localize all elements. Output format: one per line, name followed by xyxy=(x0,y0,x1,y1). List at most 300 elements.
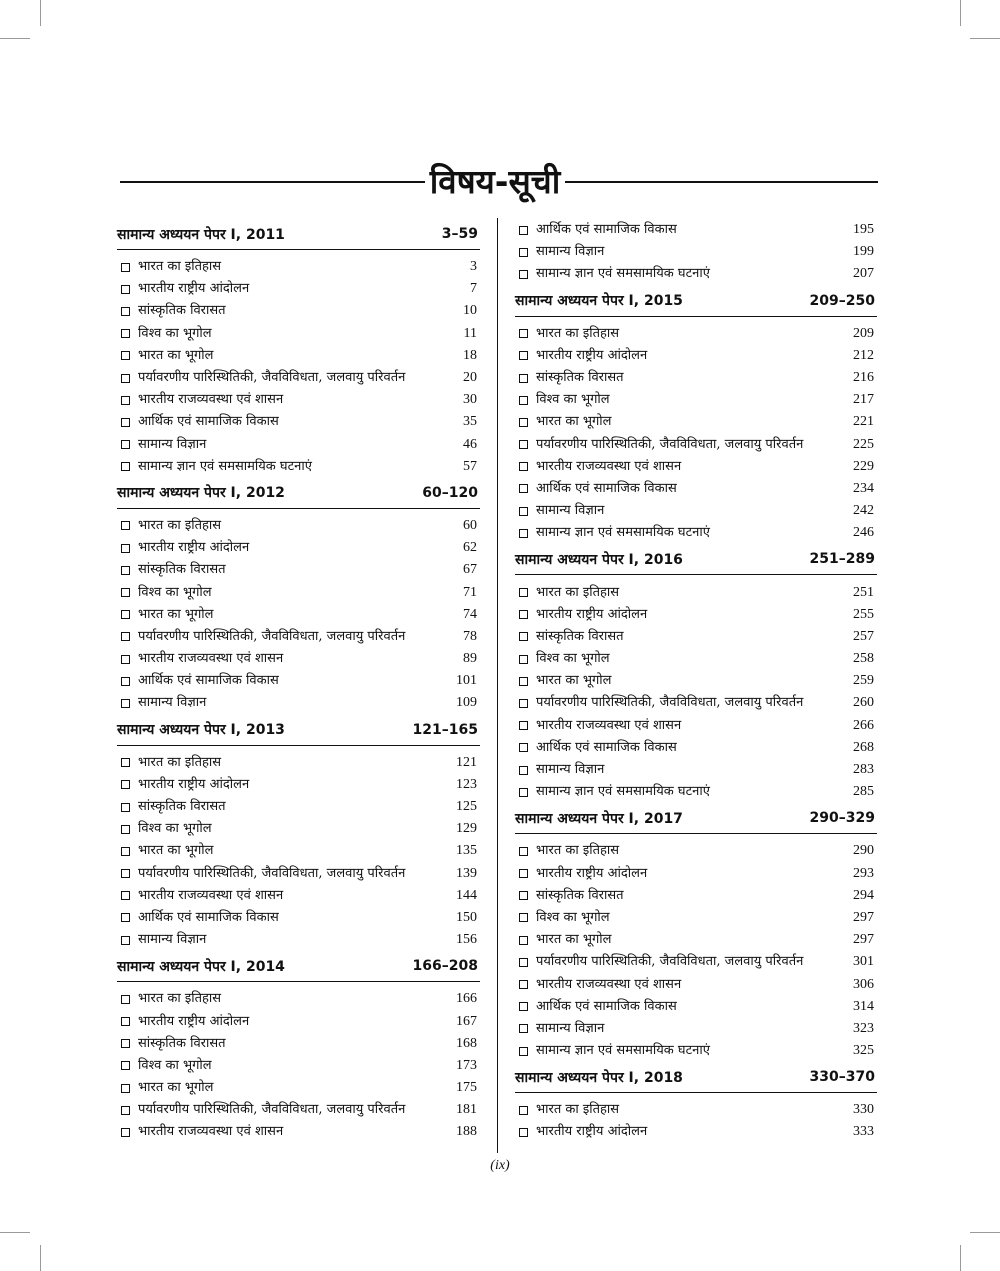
toc-entry-label-wrap xyxy=(515,503,604,519)
toc-entry[interactable] xyxy=(515,648,877,670)
toc-entry-page: 251 xyxy=(853,584,874,600)
column-divider xyxy=(497,218,498,1153)
checkbox-bullet-icon xyxy=(519,270,528,279)
checkbox-bullet-icon xyxy=(121,699,130,708)
checkbox-bullet-icon xyxy=(121,544,130,553)
section-heading xyxy=(515,1062,877,1093)
toc-entry-label: भारतीय राजव्यवस्था एवं शासन xyxy=(138,392,284,408)
page-title: विषय-सूची xyxy=(429,162,561,201)
toc-entry-label: भारतीय राष्ट्रीय आंदोलन xyxy=(138,540,250,556)
toc-entry[interactable] xyxy=(515,434,877,456)
toc-entry-label-wrap xyxy=(117,437,206,453)
toc-entry-label-wrap xyxy=(515,266,710,282)
toc-entry-label-wrap xyxy=(515,999,677,1015)
toc-entry-page: 20 xyxy=(463,370,477,386)
toc-entry-label: सामान्य विज्ञान xyxy=(536,503,605,519)
checkbox-bullet-icon xyxy=(519,632,528,641)
toc-entry[interactable] xyxy=(515,389,877,411)
toc-entry-page: 156 xyxy=(456,932,477,948)
toc-entry-label-wrap xyxy=(117,607,214,623)
toc-entry-label-wrap xyxy=(515,740,677,756)
toc-entry-label-wrap xyxy=(117,1036,226,1052)
toc-entry[interactable] xyxy=(515,737,877,759)
toc-entry-page: 268 xyxy=(853,739,874,755)
toc-entry-label-wrap xyxy=(117,1124,283,1140)
toc-entry-label: विश्व का भूगोल xyxy=(536,392,610,408)
checkbox-bullet-icon xyxy=(121,913,130,922)
toc-entry[interactable] xyxy=(117,278,480,300)
toc-entry-page: 18 xyxy=(463,347,477,363)
toc-entry[interactable] xyxy=(117,885,480,907)
toc-entry-label: भारतीय राजव्यवस्था एवं शासन xyxy=(536,458,682,474)
toc-entry-label-wrap xyxy=(117,414,279,430)
toc-entry[interactable] xyxy=(117,456,480,478)
toc-entry[interactable] xyxy=(515,345,877,367)
section-heading xyxy=(117,478,480,509)
checkbox-bullet-icon xyxy=(121,588,130,597)
toc-entry-label-wrap xyxy=(117,540,249,556)
toc-entry-page: 266 xyxy=(853,717,874,733)
toc-entry-label: भारत का इतिहास xyxy=(138,991,222,1007)
toc-entry-page: 30 xyxy=(463,392,477,408)
checkbox-bullet-icon xyxy=(519,529,528,538)
toc-entry-label: पर्यावरणीय पारिस्थितिकी, जैवविविधता, जलवायु परिवर्तन xyxy=(536,695,804,711)
toc-entry-page: 195 xyxy=(853,222,874,238)
toc-entry-page: 258 xyxy=(853,651,874,667)
toc-entry-label: भारत का भूगोल xyxy=(138,843,214,859)
toc-entry-label: आर्थिक एवं सामाजिक विकास xyxy=(536,739,677,755)
section-heading xyxy=(117,715,480,746)
toc-entry[interactable] xyxy=(515,604,877,626)
toc-entry[interactable] xyxy=(117,1055,480,1077)
toc-entry-label-wrap xyxy=(515,954,803,970)
toc-entry-label: पर्यावरणीय पारिस्थितिकी, जैवविविधता, जलवायु परिवर्तन xyxy=(536,954,804,970)
toc-entry-label-wrap xyxy=(515,910,610,926)
toc-entry-page: 139 xyxy=(456,865,477,881)
toc-entry-label-wrap xyxy=(117,673,279,689)
checkbox-bullet-icon xyxy=(519,329,528,338)
checkbox-bullet-icon xyxy=(121,1106,130,1115)
checkbox-bullet-icon xyxy=(121,758,130,767)
toc-entry-page: 209 xyxy=(853,325,874,341)
toc-entry[interactable] xyxy=(117,626,480,648)
toc-entry-page: 257 xyxy=(853,628,874,644)
toc-entry-label-wrap xyxy=(515,244,604,260)
toc-entry-label: आर्थिक एवं सामाजिक विकास xyxy=(138,909,279,925)
toc-entry-label-wrap xyxy=(117,799,226,815)
toc-entry[interactable] xyxy=(515,670,877,692)
toc-entry-label: विश्व का भूगोल xyxy=(138,821,212,837)
checkbox-bullet-icon xyxy=(519,1128,528,1137)
toc-entry-page: 62 xyxy=(463,540,477,556)
toc-column-right xyxy=(515,219,877,1144)
toc-entry-label: सामान्य विज्ञान xyxy=(138,932,207,948)
toc-entry-label-wrap xyxy=(117,843,214,859)
toc-entry-label-wrap xyxy=(117,326,212,342)
checkbox-bullet-icon xyxy=(519,743,528,752)
toc-entry-label: भारतीय राजव्यवस्था एवं शासन xyxy=(138,1124,284,1140)
toc-entry[interactable] xyxy=(117,670,480,692)
toc-entry-label: भारत का इतिहास xyxy=(138,259,222,275)
toc-entry-page: 109 xyxy=(456,695,477,711)
toc-entry[interactable] xyxy=(117,907,480,929)
toc-entry-page: 168 xyxy=(456,1035,477,1051)
toc-entry[interactable] xyxy=(117,774,480,796)
checkbox-bullet-icon xyxy=(121,1084,130,1093)
toc-entry-label-wrap xyxy=(117,932,206,948)
toc-entry-label: भारतीय राष्ट्रीय आंदोलन xyxy=(138,776,250,792)
toc-entry[interactable] xyxy=(117,796,480,818)
toc-entry[interactable] xyxy=(117,345,480,367)
toc-entry[interactable] xyxy=(515,951,877,973)
checkbox-bullet-icon xyxy=(519,980,528,989)
checkbox-bullet-icon xyxy=(519,788,528,797)
toc-entry-label: आर्थिक एवं सामाजिक विकास xyxy=(536,998,677,1014)
toc-entry[interactable] xyxy=(117,581,480,603)
toc-entry-label: सामान्य ज्ञान एवं समसामयिक घटनाएं xyxy=(138,458,312,474)
crop-mark xyxy=(40,1245,41,1271)
toc-entry-page: 46 xyxy=(463,436,477,452)
toc-entry[interactable] xyxy=(515,323,877,345)
toc-entry-label-wrap xyxy=(515,673,612,689)
toc-column-left xyxy=(117,219,480,1144)
toc-entry[interactable] xyxy=(515,626,877,648)
toc-entry[interactable] xyxy=(117,1033,480,1055)
section-page-range: 166–208 xyxy=(412,958,478,975)
checkbox-bullet-icon xyxy=(519,351,528,360)
toc-entry-label: भारतीय राष्ट्रीय आंदोलन xyxy=(536,347,648,363)
checkbox-bullet-icon xyxy=(121,285,130,294)
crop-mark xyxy=(960,1245,961,1271)
toc-entry[interactable] xyxy=(515,715,877,737)
toc-entry-label: भारतीय राजव्यवस्था एवं शासन xyxy=(536,976,682,992)
toc-entry[interactable] xyxy=(515,1018,877,1040)
toc-entry[interactable] xyxy=(117,1121,480,1143)
toc-entry-label: आर्थिक एवं सामाजिक विकास xyxy=(536,222,677,238)
checkbox-bullet-icon xyxy=(519,248,528,257)
toc-entry-page: 11 xyxy=(463,325,477,341)
toc-entry[interactable] xyxy=(117,1099,480,1121)
toc-entry-label-wrap xyxy=(117,459,312,475)
toc-entry-label-wrap xyxy=(117,651,283,667)
section-page-range: 60–120 xyxy=(422,484,478,501)
toc-entry[interactable] xyxy=(515,1099,877,1121)
checkbox-bullet-icon xyxy=(519,766,528,775)
checkbox-bullet-icon xyxy=(121,891,130,900)
section-page-range: 209–250 xyxy=(809,292,875,309)
checkbox-bullet-icon xyxy=(121,1128,130,1137)
toc-entry[interactable] xyxy=(515,885,877,907)
checkbox-bullet-icon xyxy=(519,462,528,471)
section-page-range: 121–165 xyxy=(412,721,478,738)
toc-entry-page: 135 xyxy=(456,843,477,859)
toc-entry[interactable] xyxy=(117,818,480,840)
toc-entry[interactable] xyxy=(117,411,480,433)
toc-entry-label: भारत का इतिहास xyxy=(536,1102,620,1118)
section-page-range: 251–289 xyxy=(809,551,875,568)
toc-entry-label: पर्यावरणीय पारिस्थितिकी, जैवविविधता, जलवायु परिवर्तन xyxy=(138,628,406,644)
toc-entry[interactable] xyxy=(515,781,877,803)
toc-entry[interactable] xyxy=(515,863,877,885)
checkbox-bullet-icon xyxy=(121,566,130,575)
toc-entry[interactable] xyxy=(515,973,877,995)
title-rule-left xyxy=(120,181,425,183)
toc-entry-label: भारत का भूगोल xyxy=(138,1080,214,1096)
toc-entry[interactable] xyxy=(117,367,480,389)
toc-entry-page: 199 xyxy=(853,244,874,260)
toc-entry-label-wrap xyxy=(515,348,647,364)
toc-entry[interactable] xyxy=(117,434,480,456)
checkbox-bullet-icon xyxy=(121,610,130,619)
toc-entry[interactable] xyxy=(117,692,480,714)
toc-entry-page: 325 xyxy=(853,1043,874,1059)
toc-entry-page: 314 xyxy=(853,998,874,1014)
toc-entry-label: सामान्य विज्ञान xyxy=(536,244,605,260)
toc-entry-page: 330 xyxy=(853,1102,874,1118)
toc-entry[interactable] xyxy=(117,929,480,951)
toc-entry[interactable] xyxy=(117,863,480,885)
toc-entry[interactable] xyxy=(515,996,877,1018)
checkbox-bullet-icon xyxy=(519,507,528,516)
toc-entry-label-wrap xyxy=(515,1021,604,1037)
crop-mark xyxy=(960,0,961,26)
checkbox-bullet-icon xyxy=(121,655,130,664)
checkbox-bullet-icon xyxy=(519,655,528,664)
toc-entry[interactable] xyxy=(117,323,480,345)
toc-entry-label: भारत का इतिहास xyxy=(536,325,620,341)
toc-entry-page: 67 xyxy=(463,562,477,578)
toc-entry-label: सामान्य विज्ञान xyxy=(138,695,207,711)
toc-entry[interactable] xyxy=(515,411,877,433)
toc-entry-label: सांस्कृतिक विरासत xyxy=(536,628,624,644)
toc-entry[interactable] xyxy=(515,478,877,500)
toc-entry-page: 294 xyxy=(853,887,874,903)
toc-entry-label-wrap xyxy=(515,1124,647,1140)
toc-entry-label: आर्थिक एवं सामाजिक विकास xyxy=(138,414,279,430)
toc-entry-label: भारतीय राजव्यवस्था एवं शासन xyxy=(536,717,682,733)
checkbox-bullet-icon xyxy=(121,329,130,338)
checkbox-bullet-icon xyxy=(519,374,528,383)
section-heading xyxy=(117,951,480,982)
checkbox-bullet-icon xyxy=(519,226,528,235)
toc-entry-page: 60 xyxy=(463,517,477,533)
checkbox-bullet-icon xyxy=(519,1106,528,1115)
crop-mark xyxy=(970,1232,1000,1233)
toc-entry-label: भारतीय राष्ट्रीय आंदोलन xyxy=(536,1124,648,1140)
checkbox-bullet-icon xyxy=(121,847,130,856)
checkbox-bullet-icon xyxy=(519,958,528,967)
toc-entry-label: सांस्कृतिक विरासत xyxy=(138,303,226,319)
toc-entry-label: सामान्य विज्ञान xyxy=(536,1020,605,1036)
section-heading xyxy=(515,803,877,834)
checkbox-bullet-icon xyxy=(121,440,130,449)
checkbox-bullet-icon xyxy=(519,721,528,730)
toc-entry-label-wrap xyxy=(515,762,604,778)
toc-entry-label-wrap xyxy=(515,888,624,904)
toc-entry-label-wrap xyxy=(117,1014,249,1030)
page-number: (ix) xyxy=(490,1158,510,1173)
checkbox-bullet-icon xyxy=(121,825,130,834)
section-title: सामान्य अध्ययन पेपर I, 2018 xyxy=(515,1069,683,1086)
toc-entry-label: भारतीय राष्ट्रीय आंदोलन xyxy=(536,865,648,881)
toc-entry-page: 123 xyxy=(456,776,477,792)
toc-entry-label: भारत का भूगोल xyxy=(138,347,214,363)
page-header xyxy=(120,160,878,210)
toc-entry[interactable] xyxy=(515,840,877,862)
checkbox-bullet-icon xyxy=(519,1002,528,1011)
toc-entry-page: 283 xyxy=(853,762,874,778)
toc-entry[interactable] xyxy=(117,1010,480,1032)
toc-entry-page: 175 xyxy=(456,1080,477,1096)
toc-entry-label: सामान्य विज्ञान xyxy=(138,436,207,452)
toc-entry[interactable] xyxy=(515,456,877,478)
toc-entry-label-wrap xyxy=(515,222,677,238)
toc-entry-page: 89 xyxy=(463,651,477,667)
checkbox-bullet-icon xyxy=(519,847,528,856)
toc-entry[interactable] xyxy=(117,604,480,626)
toc-entry-page: 216 xyxy=(853,370,874,386)
toc-entry-page: 229 xyxy=(853,458,874,474)
toc-entry-label-wrap xyxy=(117,585,212,601)
toc-entry-label-wrap xyxy=(117,1058,212,1074)
toc-entry-page: 234 xyxy=(853,480,874,496)
toc-entry[interactable] xyxy=(515,241,877,263)
toc-entry[interactable] xyxy=(117,840,480,862)
toc-entry-page: 144 xyxy=(456,887,477,903)
crop-mark xyxy=(40,0,41,26)
toc-entry-label-wrap xyxy=(515,932,612,948)
checkbox-bullet-icon xyxy=(121,521,130,530)
toc-entry-label: विश्व का भूगोल xyxy=(536,651,610,667)
section-page-range: 290–329 xyxy=(809,810,875,827)
toc-entry-page: 242 xyxy=(853,503,874,519)
toc-entry[interactable] xyxy=(117,559,480,581)
checkbox-bullet-icon xyxy=(121,374,130,383)
section-heading xyxy=(515,286,877,317)
toc-entry-label: भारतीय राष्ट्रीय आंदोलन xyxy=(536,606,648,622)
toc-entry-label: भारत का इतिहास xyxy=(138,754,222,770)
toc-entry[interactable] xyxy=(515,522,877,544)
toc-entry-page: 301 xyxy=(853,954,874,970)
toc-entry-label: भारत का भूगोल xyxy=(138,606,214,622)
checkbox-bullet-icon xyxy=(121,1017,130,1026)
checkbox-bullet-icon xyxy=(519,484,528,493)
toc-entry[interactable] xyxy=(117,256,480,278)
toc-entry-page: 221 xyxy=(853,414,874,430)
checkbox-bullet-icon xyxy=(519,440,528,449)
toc-entry-page: 78 xyxy=(463,628,477,644)
toc-entry-label: सामान्य ज्ञान एवं समसामयिक घटनाएं xyxy=(536,784,710,800)
toc-entry[interactable] xyxy=(117,988,480,1010)
toc-entry-label-wrap xyxy=(117,910,279,926)
checkbox-bullet-icon xyxy=(121,307,130,316)
toc-entry-page: 212 xyxy=(853,347,874,363)
checkbox-bullet-icon xyxy=(519,913,528,922)
toc-entry-label: पर्यावरणीय पारिस्थितिकी, जैवविविधता, जलवायु परिवर्तन xyxy=(138,1102,406,1118)
toc-entry[interactable] xyxy=(515,367,877,389)
checkbox-bullet-icon xyxy=(519,699,528,708)
toc-entry-label-wrap xyxy=(117,392,283,408)
toc-entry[interactable] xyxy=(515,219,877,241)
toc-entry-label: विश्व का भूगोल xyxy=(536,909,610,925)
toc-entry[interactable] xyxy=(117,648,480,670)
toc-entry-label: सांस्कृतिक विरासत xyxy=(536,887,624,903)
toc-entry[interactable] xyxy=(515,1040,877,1062)
crop-mark xyxy=(970,38,1000,39)
toc-entry-label-wrap xyxy=(117,1080,214,1096)
toc-entry-label-wrap xyxy=(515,784,710,800)
toc-entry-label: भारत का भूगोल xyxy=(536,673,612,689)
checkbox-bullet-icon xyxy=(121,418,130,427)
checkbox-bullet-icon xyxy=(121,803,130,812)
toc-entry-label-wrap xyxy=(515,459,681,475)
toc-entry-page: 35 xyxy=(463,414,477,430)
toc-entry[interactable] xyxy=(515,500,877,522)
toc-entry-page: 293 xyxy=(853,865,874,881)
toc-entry-label-wrap xyxy=(515,414,612,430)
toc-entry[interactable] xyxy=(117,752,480,774)
title-rule-right xyxy=(565,181,878,183)
toc-entry[interactable] xyxy=(515,581,877,603)
toc-entry-label-wrap xyxy=(117,755,221,771)
toc-entry-label: भारत का इतिहास xyxy=(536,843,620,859)
toc-entry[interactable] xyxy=(515,1121,877,1143)
toc-entry-label: विश्व का भूगोल xyxy=(138,1057,212,1073)
toc-entry-page: 167 xyxy=(456,1013,477,1029)
toc-entry[interactable] xyxy=(117,1077,480,1099)
toc-entry-label-wrap xyxy=(117,821,212,837)
toc-entry-label-wrap xyxy=(515,718,681,734)
toc-entry-page: 255 xyxy=(853,606,874,622)
checkbox-bullet-icon xyxy=(519,588,528,597)
toc-entry[interactable] xyxy=(515,759,877,781)
toc-entry-label: भारतीय राष्ट्रीय आंदोलन xyxy=(138,281,250,297)
toc-entry-page: 3 xyxy=(470,259,477,275)
checkbox-bullet-icon xyxy=(519,418,528,427)
toc-entry-label: भारतीय राजव्यवस्था एवं शासन xyxy=(138,887,284,903)
toc-entry[interactable] xyxy=(117,537,480,559)
checkbox-bullet-icon xyxy=(121,780,130,789)
toc-entry[interactable] xyxy=(515,692,877,714)
toc-entry-label-wrap xyxy=(117,777,249,793)
toc-entry-label-wrap xyxy=(515,629,624,645)
toc-entry-page: 173 xyxy=(456,1057,477,1073)
section-heading xyxy=(515,544,877,575)
toc-entry[interactable] xyxy=(117,300,480,322)
toc-entry-label: भारत का इतिहास xyxy=(138,517,222,533)
toc-entry-label-wrap xyxy=(515,370,624,386)
toc-entry-page: 101 xyxy=(456,673,477,689)
checkbox-bullet-icon xyxy=(519,677,528,686)
section-title: सामान्य अध्ययन पेपर I, 2012 xyxy=(117,485,285,502)
section-title: सामान्य अध्ययन पेपर I, 2011 xyxy=(117,226,285,243)
toc-entry-page: 150 xyxy=(456,909,477,925)
toc-entry[interactable] xyxy=(515,263,877,285)
checkbox-bullet-icon xyxy=(121,936,130,945)
toc-entry-label: सांस्कृतिक विरासत xyxy=(138,799,226,815)
toc-entry-page: 246 xyxy=(853,525,874,541)
toc-entry-page: 71 xyxy=(463,584,477,600)
toc-entry-page: 297 xyxy=(853,932,874,948)
toc-entry[interactable] xyxy=(117,515,480,537)
toc-entry[interactable] xyxy=(515,907,877,929)
section-page-range: 330–370 xyxy=(809,1069,875,1086)
checkbox-bullet-icon xyxy=(121,632,130,641)
toc-entry-label-wrap xyxy=(117,281,249,297)
toc-entry[interactable] xyxy=(117,389,480,411)
toc-entry[interactable] xyxy=(515,929,877,951)
toc-entry-label: विश्व का भूगोल xyxy=(138,325,212,341)
